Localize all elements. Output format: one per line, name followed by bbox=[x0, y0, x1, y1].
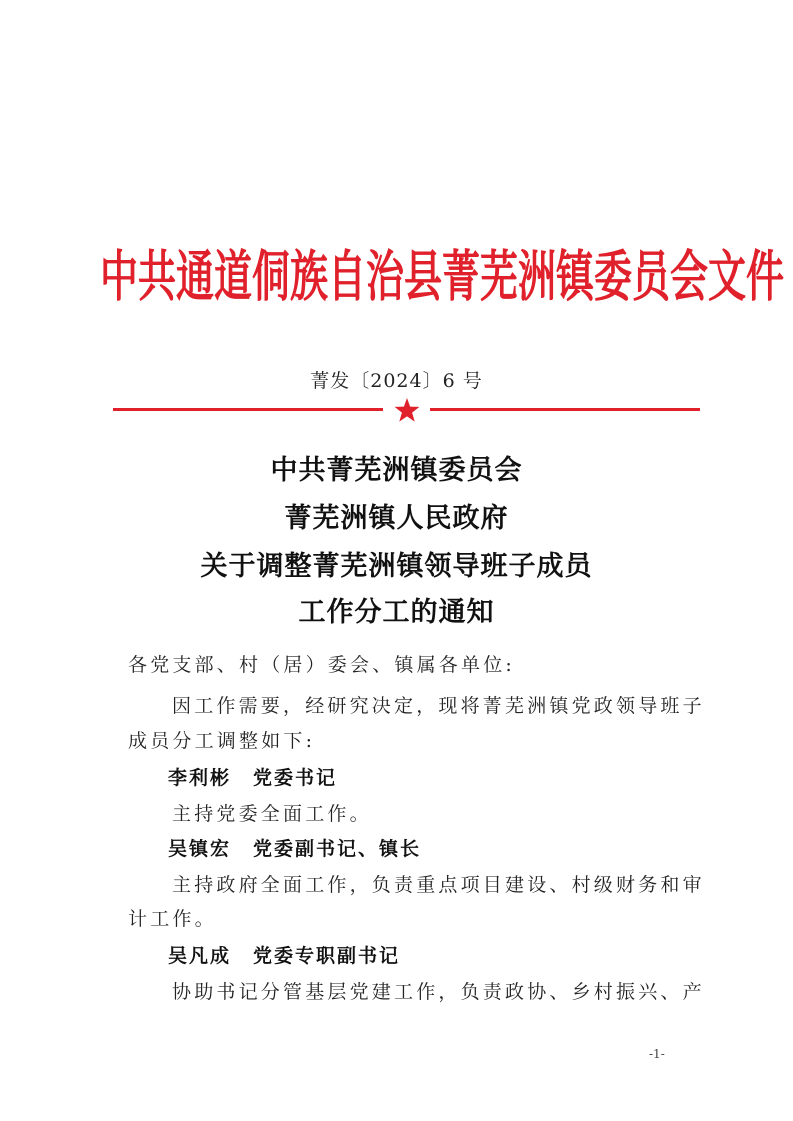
divider-line-left bbox=[113, 408, 383, 411]
person-heading bbox=[168, 763, 337, 790]
person-role: 党委专职副书记 bbox=[253, 945, 401, 967]
intro-paragraph-line-2: 成员分工调整如下: bbox=[128, 730, 316, 752]
person-duty-line: 协助书记分管基层党建工作，负责政协、乡村振兴、产 bbox=[172, 981, 705, 1003]
page-number: -1- bbox=[649, 1047, 665, 1061]
recipients-line: 各党支部、村（居）委会、镇属各单位: bbox=[128, 654, 516, 676]
person-duty-line: 主持政府全面工作，负责重点项目建设、村级财务和审 bbox=[172, 874, 705, 896]
document-header-title: 中共通道侗族自治县菁芜洲镇委员会文件 bbox=[100, 244, 785, 309]
person-heading bbox=[168, 834, 421, 861]
red-star-icon bbox=[394, 398, 420, 422]
notice-title-line-3: 关于调整菁芜洲镇领导班子成员 bbox=[200, 551, 593, 582]
person-role: 党委书记 bbox=[253, 767, 338, 789]
intro-paragraph-line-1: 因工作需要，经研究决定，现将菁芜洲镇党政领导班子 bbox=[172, 695, 705, 717]
person-duty-line: 主持党委全面工作。 bbox=[172, 803, 372, 825]
person-heading bbox=[168, 941, 400, 968]
divider-line-right bbox=[430, 408, 700, 411]
person-name: 吴凡成 bbox=[168, 945, 232, 967]
notice-title-line-1: 中共菁芜洲镇委员会 bbox=[270, 455, 523, 486]
person-duty-line: 计工作。 bbox=[128, 908, 217, 930]
person-role: 党委副书记、镇长 bbox=[253, 838, 422, 860]
red-divider bbox=[113, 398, 700, 422]
document-number: 菁发〔2024〕6 号 bbox=[310, 370, 483, 392]
person-name: 李利彬 bbox=[168, 767, 232, 789]
notice-title-line-2: 菁芜洲镇人民政府 bbox=[284, 503, 509, 534]
person-name: 吴镇宏 bbox=[168, 838, 232, 860]
notice-title-line-4: 工作分工的通知 bbox=[298, 597, 495, 628]
